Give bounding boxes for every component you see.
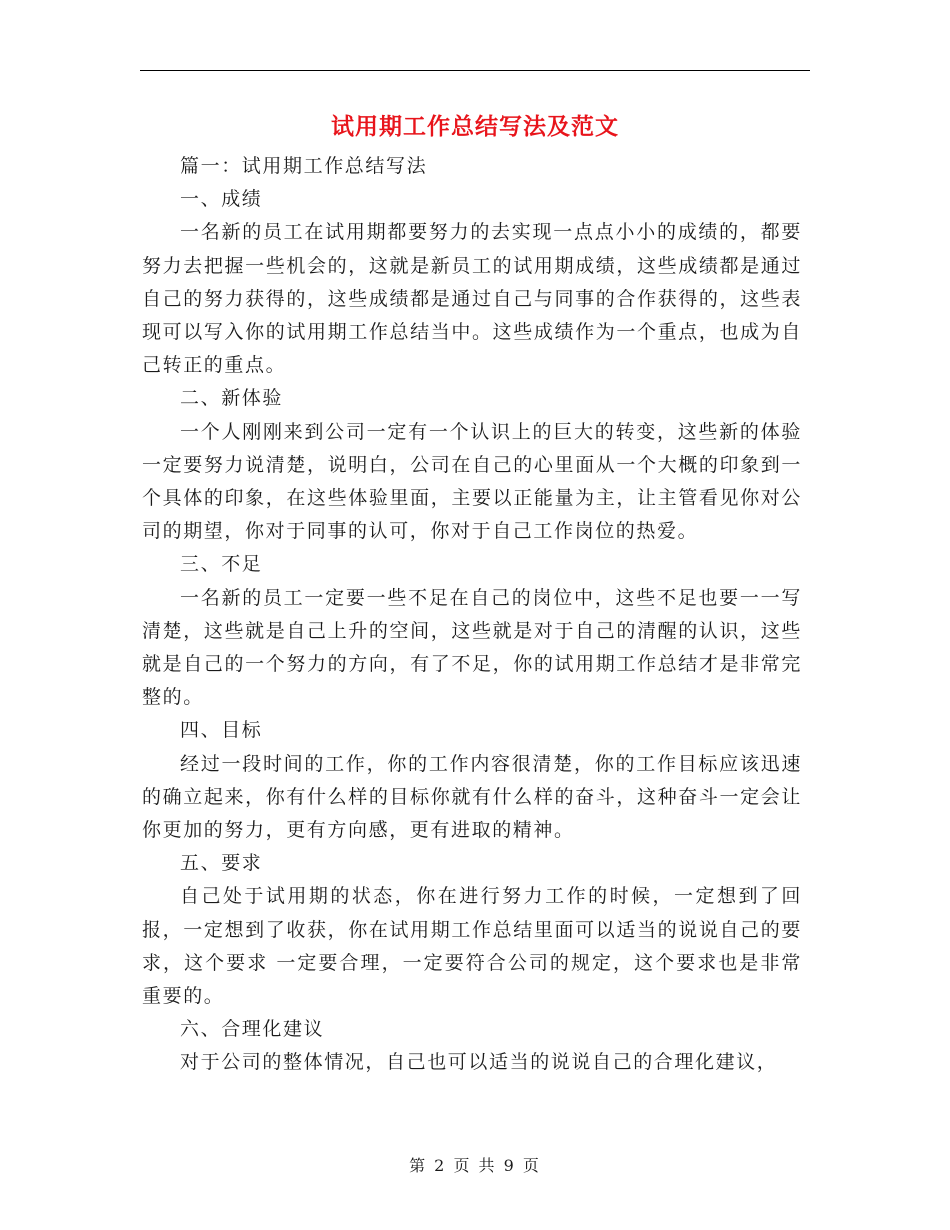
paragraph-goals: 经过一段时间的工作，你的工作内容很清楚，你的工作目标应该迅速的确立起来，你有什么样的目标你就有什么样的奋斗，这种奋斗一定会让你更加的努力，更有方向感，更有进取的精神。	[142, 752, 802, 842]
paragraph-requests: 自己处于试用期的状态，你在进行努力工作的时候，一定想到了回报，一定想到了收获，你在试用期工作总结里面可以适当的说说自己的要求，这个要求 一定要合理，一定要符合公司的规定，这个要求也是非常重要的。	[142, 885, 802, 1008]
section-heading-part-one: 篇一：试用期工作总结写法	[180, 155, 428, 177]
paragraph-new-experience: 一个人刚刚来到公司一定有一个认识上的巨大的转变，这些新的体验一定要努力说清楚，说明白，公司在自己的心里面从一个大概的印象到一个具体的印象，在这些体验里面，主要以正能量为主，让主管看见你对公司的期望，你对于同事的认可，你对于自己工作岗位的热爱。	[142, 420, 802, 543]
paragraph-achievements: 一名新的员工在试用期都要努力的去实现一点点小小的成绩的，都要努力去把握一些机会的，这就是新员工的试用期成绩，这些成绩都是通过自己的努力获得的，这些成绩都是通过自己与同事的合作获得的，这些表现可以写入你的试用期工作总结当中。这些成绩作为一个重点，也成为自己转正的重点。	[142, 221, 802, 377]
paragraph-shortcomings: 一名新的员工一定要一些不足在自己的岗位中，这些不足也要一一写清楚，这些就是自己上升的空间，这些就是对于自己的清醒的认识，这些就是自己的一个努力的方向，有了不足，你的试用期工作总结才是非常完整的。	[142, 586, 802, 709]
section-heading-requests: 五、要求	[180, 852, 263, 875]
section-heading-shortcomings: 三、不足	[180, 553, 263, 576]
document-body	[142, 150, 802, 1080]
document-title: 试用期工作总结写法及范文	[331, 113, 619, 140]
section-heading-achievements: 一、成绩	[180, 188, 263, 211]
page-number: 第 2 页 共 9 页	[409, 1156, 541, 1175]
paragraph-suggestions: 对于公司的整体情况，自己也可以适当的说说自己的合理化建议，	[180, 1051, 778, 1074]
section-heading-new-experience: 二、新体验	[180, 387, 284, 410]
header-rule	[140, 70, 810, 71]
section-heading-goals: 四、目标	[180, 719, 263, 742]
section-heading-suggestions: 六、合理化建议	[180, 1018, 325, 1041]
